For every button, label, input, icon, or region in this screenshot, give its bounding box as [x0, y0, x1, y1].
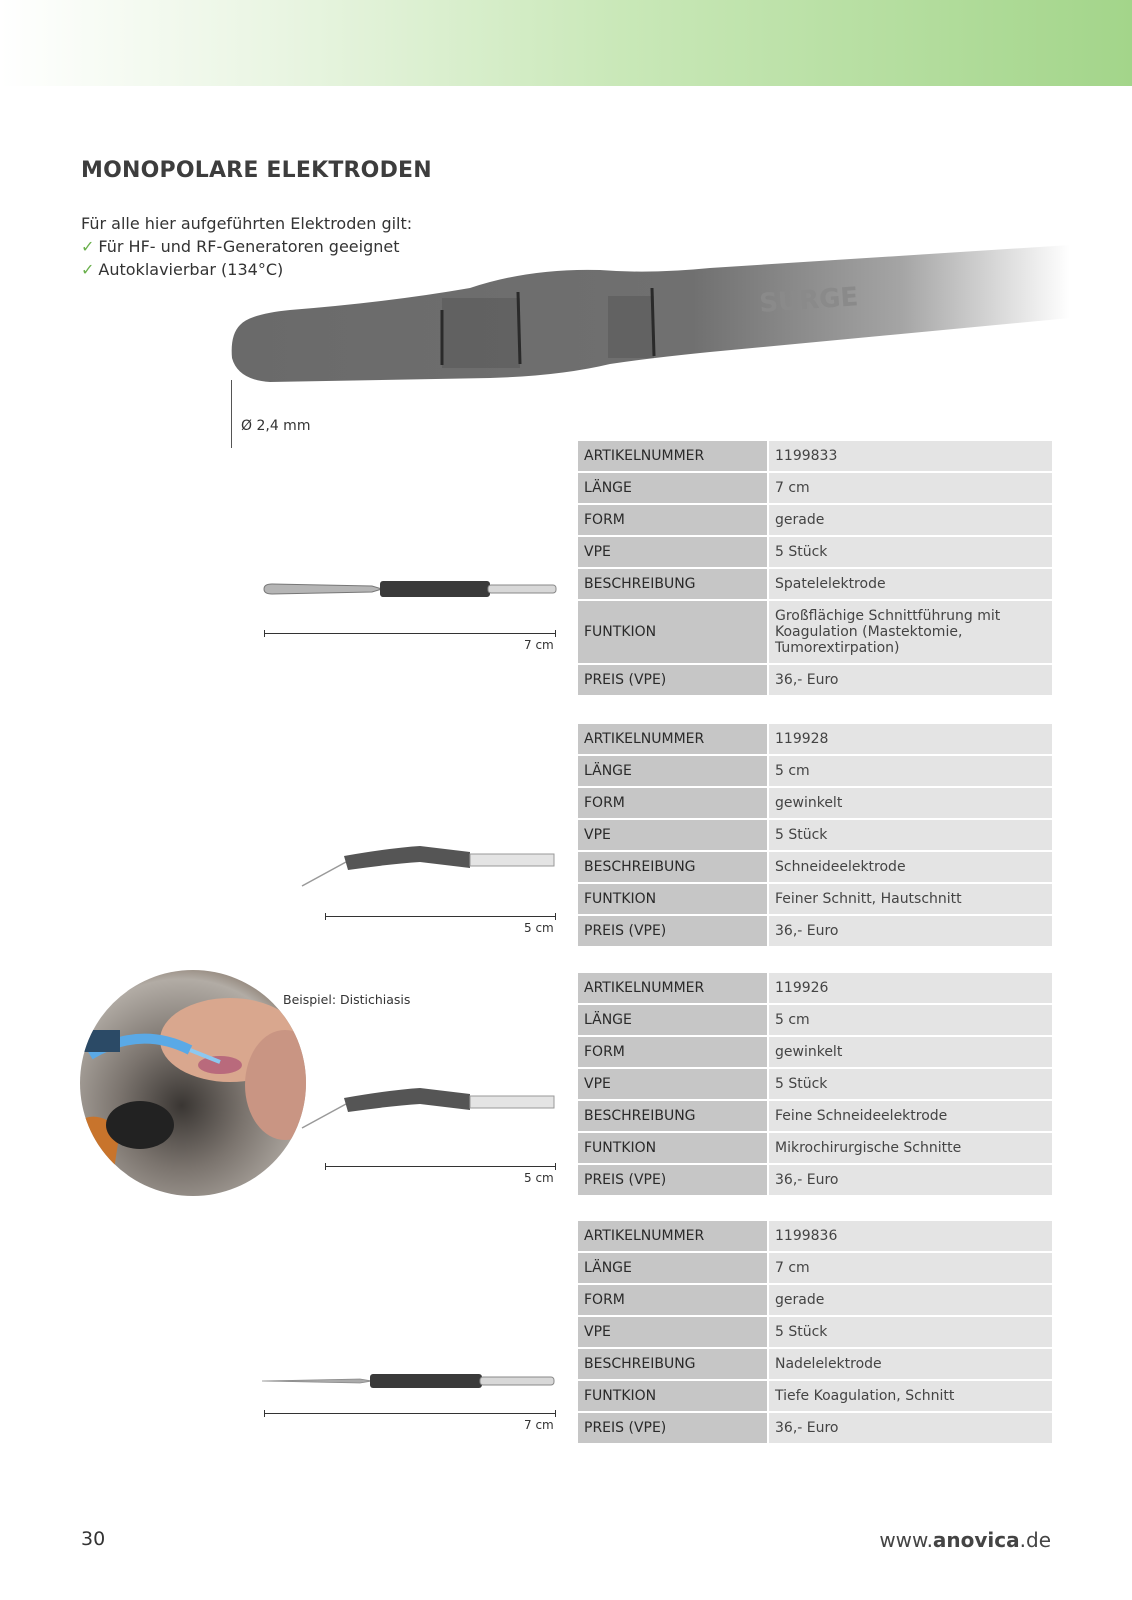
label-preis: PREIS (VPE)	[578, 664, 768, 696]
label-artikelnummer: ARTIKELNUMMER	[578, 1221, 768, 1252]
spatula-electrode-image	[262, 578, 558, 600]
spec-table-119926	[578, 973, 1052, 1197]
value-vpe: 5 Stück	[768, 1316, 1052, 1348]
value-form: gerade	[768, 1284, 1052, 1316]
label-form: FORM	[578, 787, 768, 819]
bullet-item: ✓ Für HF- und RF-Generatoren geeignet	[81, 237, 400, 256]
label-beschreibung: BESCHREIBUNG	[578, 1100, 768, 1132]
label-funktion: FUNTKION	[578, 883, 768, 915]
scale-bar	[264, 633, 556, 634]
value-beschreibung: Nadelelektrode	[768, 1348, 1052, 1380]
value-form: gewinkelt	[768, 787, 1052, 819]
value-beschreibung: Feine Schneideelektrode	[768, 1100, 1052, 1132]
scale-bar	[325, 916, 556, 917]
value-form: gerade	[768, 504, 1052, 536]
example-photo-distichiasis	[80, 970, 306, 1196]
bullet-item: ✓ Autoklavierbar (134°C)	[81, 260, 284, 279]
scale-bar	[325, 1166, 556, 1167]
label-artikelnummer: ARTIKELNUMMER	[578, 973, 768, 1004]
label-artikelnummer: ARTIKELNUMMER	[578, 724, 768, 755]
spec-table-1199836	[578, 1221, 1052, 1445]
fine-cutting-electrode-image	[300, 1082, 556, 1132]
scale-label: 7 cm	[524, 1418, 554, 1432]
label-beschreibung: BESCHREIBUNG	[578, 851, 768, 883]
label-preis: PREIS (VPE)	[578, 1164, 768, 1196]
label-vpe: VPE	[578, 819, 768, 851]
value-laenge: 7 cm	[768, 1252, 1052, 1284]
label-form: FORM	[578, 504, 768, 536]
needle-electrode-image	[260, 1370, 556, 1392]
website-link[interactable]: www.anovica.de	[879, 1528, 1051, 1552]
spec-table-1199833	[578, 441, 1052, 697]
value-beschreibung: Schneideelektrode	[768, 851, 1052, 883]
scale-label: 5 cm	[524, 921, 554, 935]
header-gradient-bar	[0, 0, 1132, 86]
label-beschreibung: BESCHREIBUNG	[578, 1348, 768, 1380]
label-laenge: LÄNGE	[578, 755, 768, 787]
page-title: MONOPOLARE ELEKTRODEN	[81, 158, 432, 183]
label-preis: PREIS (VPE)	[578, 915, 768, 947]
label-laenge: LÄNGE	[578, 472, 768, 504]
diameter-label: Ø 2,4 mm	[241, 418, 311, 434]
value-artikelnummer: 1199836	[768, 1221, 1052, 1252]
label-funktion: FUNTKION	[578, 600, 768, 664]
value-funktion: Tiefe Koagulation, Schnitt	[768, 1380, 1052, 1412]
label-vpe: VPE	[578, 536, 768, 568]
label-laenge: LÄNGE	[578, 1252, 768, 1284]
label-vpe: VPE	[578, 1316, 768, 1348]
label-beschreibung: BESCHREIBUNG	[578, 568, 768, 600]
value-preis: 36,- Euro	[768, 1412, 1052, 1444]
value-artikelnummer: 119928	[768, 724, 1052, 755]
value-form: gewinkelt	[768, 1036, 1052, 1068]
value-laenge: 7 cm	[768, 472, 1052, 504]
scale-label: 7 cm	[524, 638, 554, 652]
page-number: 30	[81, 1528, 106, 1550]
value-preis: 36,- Euro	[768, 915, 1052, 947]
label-laenge: LÄNGE	[578, 1004, 768, 1036]
check-icon: ✓	[81, 260, 95, 279]
spec-table-119928	[578, 724, 1052, 948]
intro-text: Für alle hier aufgeführten Elektroden gilt:	[81, 214, 413, 233]
value-preis: 36,- Euro	[768, 1164, 1052, 1196]
electrode-handle-image	[230, 240, 1070, 400]
label-artikelnummer: ARTIKELNUMMER	[578, 441, 768, 472]
diameter-marker	[231, 380, 232, 448]
label-funktion: FUNTKION	[578, 1380, 768, 1412]
value-laenge: 5 cm	[768, 755, 1052, 787]
label-funktion: FUNTKION	[578, 1132, 768, 1164]
photo-caption: Beispiel: Distichiasis	[283, 992, 411, 1007]
value-vpe: 5 Stück	[768, 1068, 1052, 1100]
label-form: FORM	[578, 1284, 768, 1316]
value-preis: 36,- Euro	[768, 664, 1052, 696]
value-beschreibung: Spatelelektrode	[768, 568, 1052, 600]
scale-bar	[264, 1413, 556, 1414]
value-vpe: 5 Stück	[768, 536, 1052, 568]
handle-brand-text: SURGE	[758, 282, 860, 319]
label-form: FORM	[578, 1036, 768, 1068]
value-laenge: 5 cm	[768, 1004, 1052, 1036]
cutting-electrode-image	[300, 840, 556, 890]
value-funktion: Feiner Schnitt, Hautschnitt	[768, 883, 1052, 915]
check-icon: ✓	[81, 237, 95, 256]
value-vpe: 5 Stück	[768, 819, 1052, 851]
label-vpe: VPE	[578, 1068, 768, 1100]
value-artikelnummer: 119926	[768, 973, 1052, 1004]
value-funktion: Großflächige Schnittführung mit Koagulation (Mastektomie, Tumorextirpation)	[768, 600, 1052, 664]
label-preis: PREIS (VPE)	[578, 1412, 768, 1444]
scale-label: 5 cm	[524, 1171, 554, 1185]
value-funktion: Mikrochirurgische Schnitte	[768, 1132, 1052, 1164]
value-artikelnummer: 1199833	[768, 441, 1052, 472]
